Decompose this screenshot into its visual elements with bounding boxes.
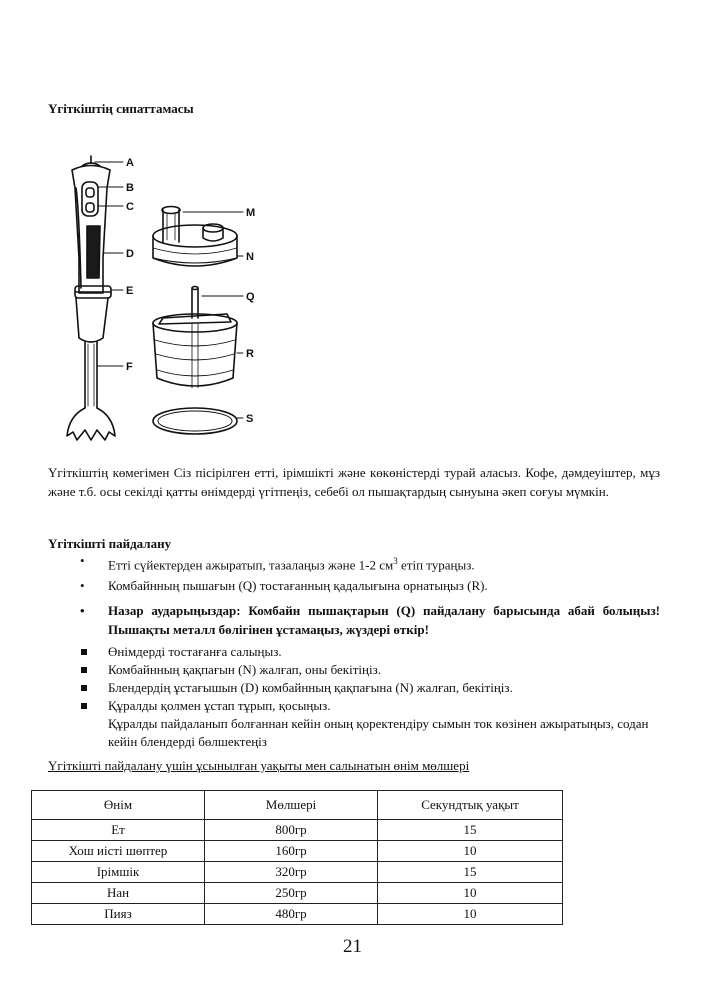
label-e: E [126, 285, 134, 297]
table-row [32, 862, 563, 883]
list-item [78, 661, 660, 679]
warning-text: Назар аударыңыздар: Комбайн пышақтарын (Q) пайдалану барысында абай болыңыз! Пышақты металл бөлігінен ұстамаңыз, жүздері өткір! [108, 603, 660, 638]
table-cell: Нан [32, 883, 205, 904]
square-bullet-icon [81, 667, 87, 673]
bullet-icon: • [80, 553, 85, 568]
table-row [32, 820, 563, 841]
list-item [78, 679, 660, 697]
bullet-icon: • [80, 578, 85, 594]
table-cell: 320гр [205, 862, 378, 883]
superscript: 3 [393, 556, 398, 566]
usage-heading: Үгіткішті пайдалану [48, 536, 172, 551]
table-cell: 15 [378, 820, 563, 841]
page-number: 21 [343, 936, 362, 957]
label-a: A [126, 157, 134, 169]
table-cell: 250гр [205, 883, 378, 904]
quantity-table [31, 790, 563, 925]
table-row [32, 841, 563, 862]
square-bullet-icon [81, 649, 87, 655]
label-s: S [246, 413, 254, 425]
step-text: Блендердің ұстағышын (D) комбайнның қақпағына (N) жалғап, бекітіңіз. [108, 680, 513, 696]
table-cell: Ірімшік [32, 862, 205, 883]
column-header: Секундтық уақыт [378, 791, 563, 820]
table-cell: Пияз [32, 904, 205, 925]
table-row [32, 883, 563, 904]
table-cell: 10 [378, 841, 563, 862]
table-header-row [32, 791, 563, 820]
table-cell: Ет [32, 820, 205, 841]
square-bullet-icon [81, 703, 87, 709]
table-cell: 10 [378, 883, 563, 904]
label-n: N [246, 251, 254, 263]
table-cell: 10 [378, 904, 563, 925]
chopper-diagram [55, 148, 285, 448]
section-title: Үгіткіштің сипаттамасы [48, 101, 194, 116]
table-cell: 480гр [205, 904, 378, 925]
table-cell: Хош иісті шөптер [32, 841, 205, 862]
step-text: Құралды қолмен ұстап тұрып, қосыңыз. [108, 698, 331, 714]
list-item [78, 577, 660, 595]
bullet-text-1a: Етті сүйектерден ажыратып, тазалаңыз және 1-2 см [108, 557, 394, 573]
square-bullet-icon [81, 685, 87, 691]
label-f: F [126, 361, 133, 373]
intro-paragraph: Үгіткіштің көмегімен Сіз пісірілген етті, ірімшікті және көкөністерді турай аласыз. Кофе, дәмдеуіштер, мұз және т.б. осы секілді қатты өнімдерді үгітпеңіз, себебі ол пышақтардың сынуына әкеп соғуы мүмкін. [48, 465, 660, 499]
label-r: R [246, 348, 254, 360]
column-header: Өнім [32, 791, 205, 820]
table-cell: 15 [378, 862, 563, 883]
label-m: M [246, 207, 256, 219]
column-header: Мөлшері [205, 791, 378, 820]
label-q: Q [246, 291, 255, 303]
list-item [78, 552, 660, 574]
step-text: Комбайнның қақпағын (N) жалғап, оны бекітіңіз. [108, 662, 381, 678]
label-d: D [126, 248, 134, 260]
table-row [32, 904, 563, 925]
usage-list [78, 552, 660, 751]
list-item [78, 697, 660, 751]
step-text-extra: Құралды пайдаланып болғаннан кейін оның қоректендіру сымын ток көзінен ажыратыңыз, содан кейін блендерді бөлшектеңіз [108, 716, 649, 750]
step-text: Өнімдерді тостағанға салыңыз. [108, 644, 282, 660]
label-b: B [126, 182, 134, 194]
warning-item [78, 601, 660, 639]
bullet-text-2: Комбайнның пышағын (Q) тостағанның қадалығына орнатыңыз (R). [108, 578, 488, 594]
table-cell: 160гр [205, 841, 378, 862]
list-item [78, 643, 660, 661]
bullet-text-1b: етіп тураңыз. [397, 557, 475, 573]
table-title: Үгіткішті пайдалану үшін ұсынылған уақыты мен салынатын өнім мөлшері [48, 758, 470, 773]
table-cell: 800гр [205, 820, 378, 841]
label-c: C [126, 201, 134, 213]
bullet-icon: • [80, 603, 85, 619]
